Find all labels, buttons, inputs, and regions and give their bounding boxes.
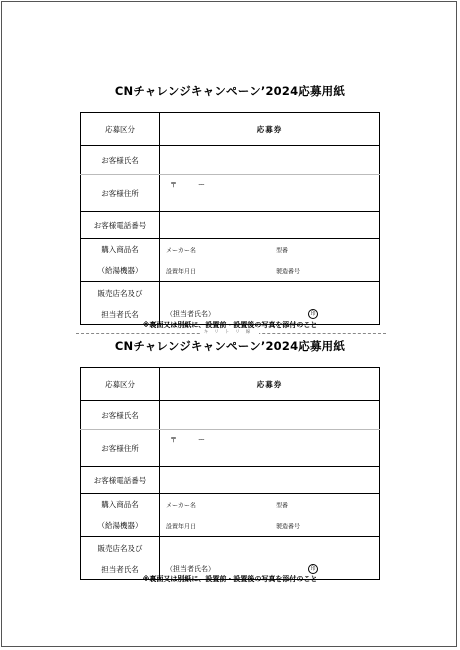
- customer-name-label: お客様氏名: [81, 401, 160, 430]
- customer-address-label: お客様住所: [81, 175, 160, 212]
- install-date-label: 設置年月日: [166, 523, 197, 530]
- model-label: 型番: [276, 247, 289, 254]
- category-label: 応募区分: [81, 113, 160, 146]
- customer-address-field[interactable]: [160, 430, 380, 467]
- product-label: 購入商品名: [81, 239, 160, 261]
- staff-name-label: （担当者氏名）: [166, 310, 215, 318]
- application-form-1: [0, 82, 460, 329]
- ticket-heading: 応募券: [160, 368, 380, 401]
- device-label: （給湯機器）: [81, 515, 160, 537]
- customer-phone-label: お客様電話番号: [81, 212, 160, 239]
- staff-label: 担当者氏名: [81, 304, 160, 325]
- product-date-row[interactable]: [160, 260, 380, 282]
- application-table: [80, 112, 380, 325]
- customer-name-label: お客様氏名: [81, 146, 160, 175]
- application-table: [80, 367, 380, 580]
- form-title: CNチャレンジキャンペーン’2024応募用紙: [114, 84, 346, 98]
- serial-label: 製造番号: [276, 268, 301, 275]
- photo-note: ※裏面又は別紙に、設置前・設置後の写真を添付のこと: [142, 321, 318, 329]
- customer-address-label: お客様住所: [81, 430, 160, 467]
- install-date-label: 設置年月日: [166, 268, 197, 275]
- product-date-row[interactable]: [160, 515, 380, 537]
- postal-dash: ー: [198, 436, 205, 444]
- shop-name-field[interactable]: [160, 537, 380, 560]
- customer-phone-label: お客様電話番号: [81, 467, 160, 494]
- model-label: 型番: [276, 502, 289, 509]
- maker-label: メーカー名: [166, 247, 196, 254]
- customer-phone-field[interactable]: [160, 467, 380, 494]
- customer-name-field[interactable]: [160, 146, 380, 175]
- postal-dash: ー: [198, 181, 205, 189]
- product-label: 購入商品名: [81, 494, 160, 516]
- shop-label: 販売店名及び: [81, 282, 160, 305]
- ticket-heading: 応募券: [160, 113, 380, 146]
- shop-label: 販売店名及び: [81, 537, 160, 560]
- photo-note: ※裏面又は別紙に、設置前・設置後の写真を添付のこと: [142, 575, 318, 583]
- product-maker-row[interactable]: [160, 494, 380, 516]
- postal-mark: 〒: [170, 181, 177, 189]
- form-title: CNチャレンジキャンペーン’2024応募用紙: [114, 339, 346, 353]
- category-label: 応募区分: [81, 368, 160, 401]
- postal-mark: 〒: [170, 436, 177, 444]
- seal-icon: 印: [308, 309, 318, 319]
- application-form-2: [0, 337, 460, 583]
- staff-label: 担当者氏名: [81, 559, 160, 580]
- product-maker-row[interactable]: [160, 239, 380, 261]
- customer-name-field[interactable]: [160, 401, 380, 430]
- device-label: （給湯機器）: [81, 260, 160, 282]
- seal-icon: 印: [308, 564, 318, 574]
- staff-name-label: （担当者氏名）: [166, 565, 215, 573]
- serial-label: 製造番号: [276, 523, 301, 530]
- maker-label: メーカー名: [166, 502, 196, 509]
- cut-line-label: キリトリ線: [201, 330, 260, 335]
- customer-phone-field[interactable]: [160, 212, 380, 239]
- customer-address-field[interactable]: [160, 175, 380, 212]
- shop-name-field[interactable]: [160, 282, 380, 305]
